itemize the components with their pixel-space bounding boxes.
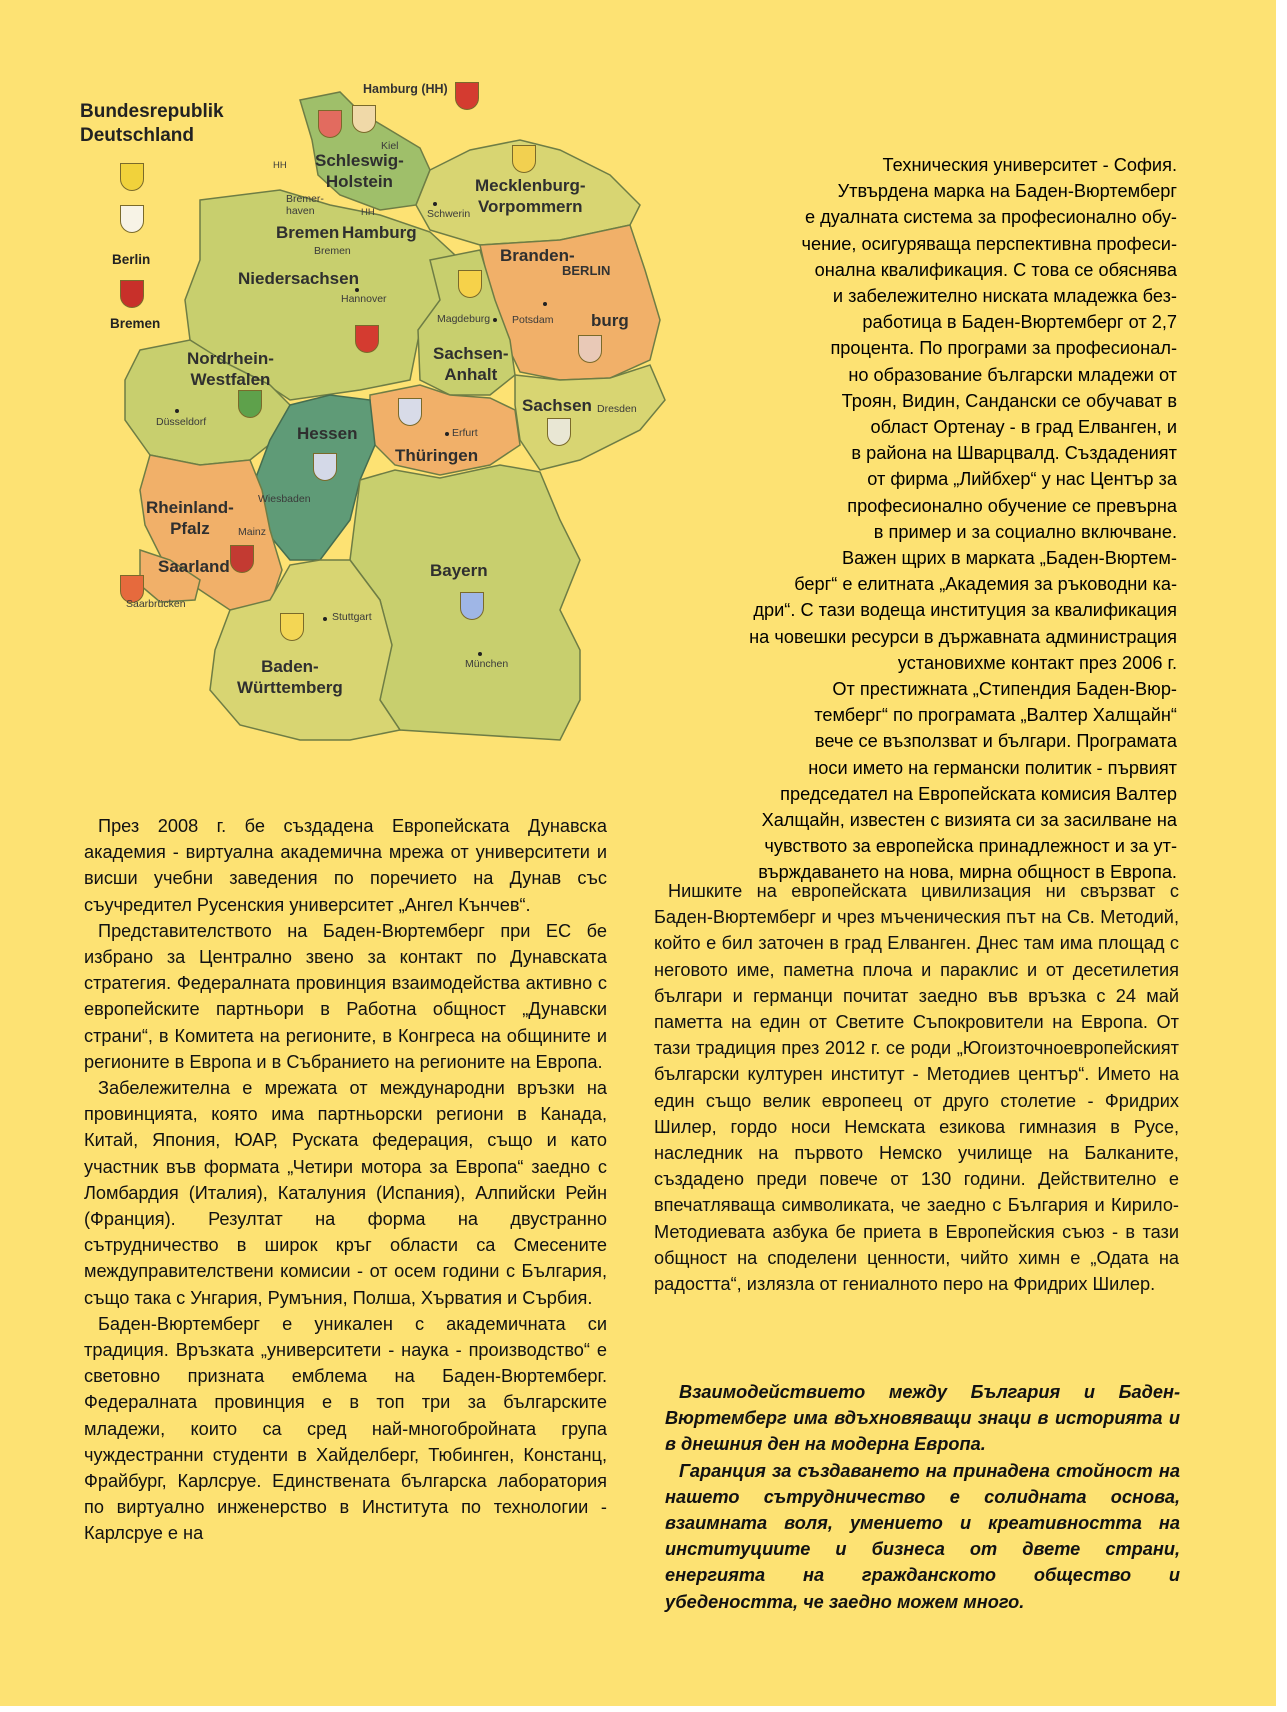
right-line: процента. По програми за професионал- [830,338,1177,359]
right-line: Троян, Видин, Сандански се обучават в [841,390,1177,411]
baden-wuerttemberg-crest-icon [280,613,304,641]
right-column-top [656,152,1177,886]
city-hh-1: HH [273,160,287,171]
label-bremen: Bremen [276,223,340,242]
city-magdeburg: Magdeburg [437,313,491,325]
label-hamburg-hh: Hamburg (HH) [363,82,448,96]
label-hamburg: Hamburg [342,223,417,242]
rheinland-pfalz-crest-icon [230,545,254,573]
berlin-bear-crest-icon [120,205,144,233]
sachsen-crest-icon [547,418,571,446]
right-line: и забележително ниската младежка без- [832,286,1177,307]
city-erfurt: Erfurt [452,427,478,439]
label-brandenburg-1: Branden- [500,246,575,265]
label-bayern: Bayern [430,561,488,580]
schleswig-holstein-crest-icon [318,110,342,138]
legend-berlin: Berlin [112,252,151,267]
city-schwerin: Schwerin [427,208,471,220]
right-line: установихме контакт през 2006 г. [897,652,1177,673]
federal-eagle-crest-icon [120,163,144,191]
paragraph: Забележителна е мрежата от международни връзки на провинцията, която има партньорски региони в Канада, Китай, Япония, ЮАР, Руската федерация, също и като участник във формата „Четири мотора за Европа“ заедно с Ломбардия (Италия), Каталуния (Испания), Алпийски Рейн (Франция). Резултат на форма на двустранно сътрудничество в широк кръг области са Смесените междуправителствени комисии - от осем години с България, също така с Унгария, Румъния, Полша, Хърватия и Сърбия. [84,1078,607,1308]
label-hessen: Hessen [297,424,358,443]
right-line: От престижната „Стипендия Баден-Вюр- [832,679,1177,700]
right-line: Важен щрих в марката „Баден-Вюртем- [841,548,1177,569]
right-line: темберг“ по програмата „Валтер Халщайн“ [814,705,1177,726]
hessen-crest-icon [313,453,337,481]
city-dot-magdeburg [493,318,497,322]
city-dot-potsdam [543,302,547,306]
right-line: на човешки ресурси в държавната администрация [749,626,1177,647]
sachsen-anhalt-crest-icon [458,270,482,298]
conclusion-paragraph: Взаимодействието между България и Баден-Вюртемберг има вдъхновяващи знаци в историята и в днешния ден на модерна Европа. [665,1382,1180,1455]
city-kiel: Kiel [381,140,399,152]
label-sachsen: Sachsen [522,396,592,415]
right-line: вече се възползват и българи. Програмата [814,731,1177,752]
right-line: работица в Баден-Вюртемберг от 2,7 [862,312,1177,333]
right-column-bottom [654,878,1179,1297]
left-column [84,813,607,1547]
legend-bremen: Bremen [110,316,161,331]
label-nrw: Nordrhein- Westfalen [187,349,274,389]
city-hh-2: HH [361,207,375,218]
region-sachsen [515,365,665,470]
right-line: от фирма „Лийбхер“ у нас Център за [867,469,1177,490]
conclusion-paragraph: Гаранция за създаването на принадена стойност на нашето сътрудничество е солидната основа, взаимната воля, умението и креативността на институциите и бизнеса от двете страни, енергията на гражданското общество и убедеността, че заедно можем много. [665,1460,1180,1612]
right-line: чувството за европейска принадлежност и за ут- [764,836,1177,857]
thueringen-crest-icon [398,398,422,426]
brandenburg-crest-icon [578,335,602,363]
right-line: онална квалификация. С това се обяснява [814,259,1177,280]
city-stuttgart: Stuttgart [332,611,372,623]
right-line: чение, осигуряваща перспективна професи- [801,233,1177,254]
label-berlin: BERLIN [562,263,611,278]
right-line: носи името на германски политик - първият [808,757,1177,778]
city-muenchen: München [465,658,509,670]
germany-map [0,0,760,812]
label-rheinland-pfalz: Rheinland- Pfalz [146,498,234,538]
right-line: в пример и за социално включване. [873,521,1177,542]
label-schleswig-holstein: Schleswig- Holstein [315,151,404,191]
city-dot-schwerin [433,202,437,206]
label-thueringen: Thüringen [395,446,479,465]
city-saarbruecken: Saarbrücken [126,598,186,610]
right-line: в района на Шварцвалд. Създаденият [851,443,1177,464]
label-mecklenburg: Mecklenburg- Vorpommern [475,176,586,216]
right-line: берг“ е елитната „Академия за ръководни ка- [794,574,1177,595]
city-bremerhaven: Bremer- haven [286,193,324,217]
label-sachsen-anhalt: Sachsen- Anhalt [433,344,509,384]
paragraph: Баден-Вюртемберг е уникален с академичната си традиция. Връзката „университети - наука - производство“ е световно признатa емблема на Баден-Вюртемберг. Федералната провинция е в топ три за българските младежи, които са сред най-многобройната група чуждестранни студенти в Хайделберг, Тюбинген, Констанц, Фрайбург, Карлсруе. Единствената българска лаборатория по виртуално инженерство в Института по технологии - Карлсруе е на [84,1313,607,1544]
city-dot-muenchen [478,652,482,656]
right-line: но образование български младежи от [848,364,1177,385]
city-bremen: Bremen [314,245,351,257]
city-duesseldorf: Düsseldorf [156,416,207,428]
right-line: дри“. С тази водеща институция за квалификация [753,600,1177,621]
conclusion-column [665,1379,1180,1615]
label-saarland: Saarland [158,557,230,576]
right-line: професионално обучение се превърна [847,495,1177,516]
city-dot-hannover [355,288,359,292]
right-line: област Ортенау - в град Елванген, и [870,417,1177,438]
right-line: Халщайн, известен с визията си за засилване на [761,810,1177,831]
city-hannover: Hannover [341,293,387,305]
mecklenburg-crest-icon [512,145,536,173]
bayern-crest-icon [460,592,484,620]
city-dot-duesseldorf [175,409,179,413]
right-line: върждаването на нова, мирна общност в Европа. [758,862,1177,883]
right-line: председател на Европейската комисия Валтер [780,783,1177,804]
schleswig-holstein-2-crest-icon [352,105,376,133]
paragraph: Нишките на европейската цивилизация ни свързват с Баден-Вюртемберг и чрез мъченическия път на Св. Методий, който е бил заточен в град Елванген. Днес там има площад с неговото име, паметна плоча и параклис и от десетилетия българи и германци почитат заедно във връзка с 24 май паметта на един от Светите Съпокровители на Европа. От тази традиция през 2012 г. се роди „Югоизточноевропейският български културен институт - Методиев център“. Името на един също велик европеец от друго столетие - Фридрих Шилер, гордо носи Немската езикова гимназия в Русе, наследник на първото Немско училище на Балканите, създадено преди повече от 130 години. Действително е впечатляваща символиката, че заедно с България и Кирило-Методиевата азбука бе приета в Европейския съюз - в тази общност на споделени ценности, чийто химн е „Одата на радостта“, излязла от гениалното перо на Фридрих Шилер. [654,881,1179,1295]
paragraph: През 2008 г. бе създадена Европейската Дунавска академия - виртуална академична мрежа от университети и висши учебни заведения по поречието на Дунав със съучредител Русенския университет „Ангел Кънчев“. [84,816,607,915]
label-baden-wuerttemberg: Baden- Württemberg [237,657,343,697]
paragraph: Представителството на Баден-Вюртемберг при ЕС бе избрано за Централно звено за контакт по Дунавската стратегия. Федералната провинция взаимодейства активно с европейските партньори в Работна общност „Дунавски страни“, в Комитета на регионите, в Конгреса на общините и регионите в Европа и в Събранието на регионите на Европа. [84,920,607,1072]
city-dot-stuttgart [323,617,327,621]
hamburg-crest-icon [455,82,479,110]
city-dot-erfurt [445,432,449,436]
map-title-line2: Deutschland [80,125,195,146]
city-wiesbaden: Wiesbaden [258,493,311,505]
label-brandenburg-2: burg [591,311,629,330]
right-line: Утвърдена марка на Баден-Вюртемберг [837,181,1177,202]
right-line: Техническия университет - София. [882,155,1177,175]
map-title-line1: Bundesrepublik [80,101,224,122]
niedersachsen-crest-icon [355,325,379,353]
nrw-crest-icon [238,390,262,418]
bremen-key-crest-icon [120,280,144,308]
city-dresden: Dresden [597,403,637,415]
city-mainz: Mainz [238,526,267,538]
label-niedersachsen: Niedersachsen [238,269,359,288]
city-potsdam: Potsdam [512,314,554,326]
right-line: е дуалната система за професионално обу- [804,207,1177,228]
